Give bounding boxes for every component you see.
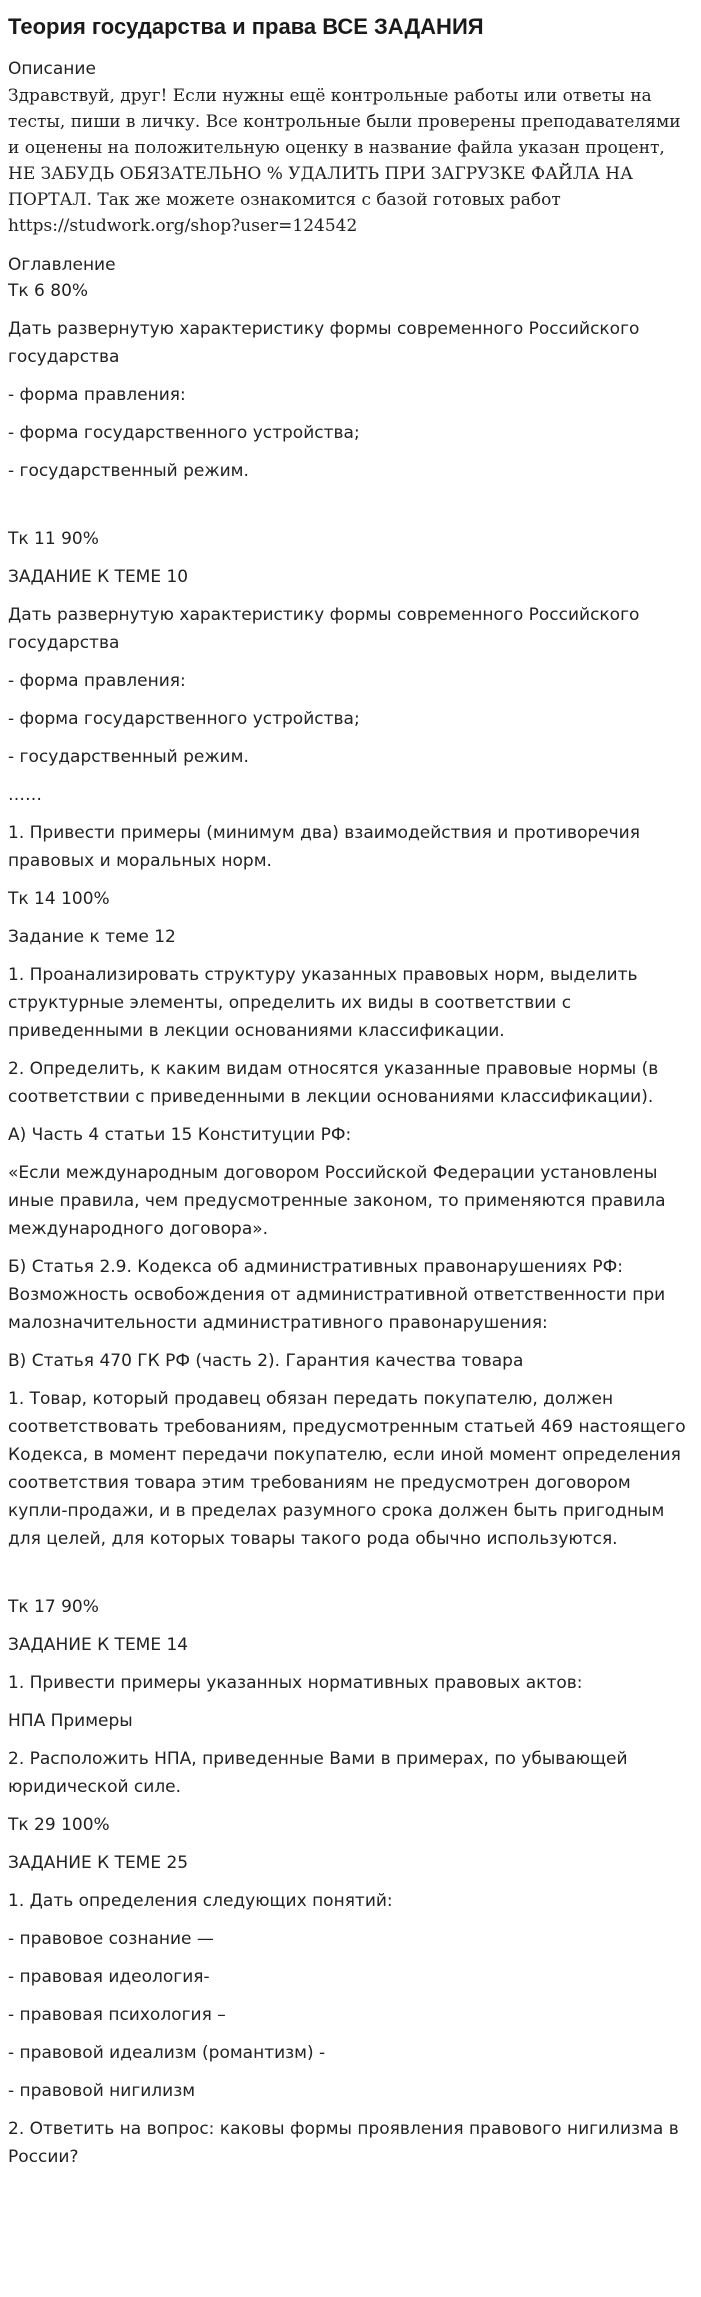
toc-paragraph: 1. Товар, который продавец обязан передать покупателю, должен соответствовать требованиям, предусмотренным статьей 469 настоящего Кодекса, в момент передачи покупателю, если иной момент определения соответствия товара этим требованиям не предусмотрен договором купли-продажи, и в пределах разумного срока должен быть пригодным для целей, для которых товары такого рода обычно используются. [8,1389,686,1549]
toc-paragraph: ЗАДАНИЕ К ТЕМЕ 25 [8,1853,189,1873]
toc-paragraph: - форма правления: [8,385,186,405]
description-text: Здравствуй, друг! Если нужны ещё контрольные работы или ответы на тесты, пиши в личку. Все контрольные были проверены преподавателями и оценены на положительную оценку в название файла указан процент, НЕ ЗАБУДЬ ОБЯЗАТЕЛЬНО % УДАЛИТЬ ПРИ ЗАГРУЗКЕ ФАЙЛА НА ПОРТАЛ. Так же можете ознакомится с базой готовых работ https://studwork.org/shop?user=124542 [8,86,681,236]
toc-paragraph: В) Статья 470 ГК РФ (часть 2). Гарантия качества товара [8,1351,524,1371]
toc-paragraph: 2. Расположить НПА, приведенные Вами в примерах, по убывающей юридической силе. [8,1749,628,1797]
toc-paragraph: Дать развернутую характеристику формы современного Российского государства [8,319,640,367]
toc-paragraph: - форма правления: [8,671,186,691]
toc-paragraph: Тк 29 100% [8,1815,110,1835]
description-label: Описание [8,59,96,79]
toc-paragraph: Тк 11 90% [8,529,99,549]
toc-paragraph: - форма государственного устройства; [8,709,360,729]
toc-paragraph: ЗАДАНИЕ К ТЕМЕ 10 [8,567,189,587]
toc-label: Оглавление [8,255,116,275]
toc-paragraph: …… [8,785,42,805]
toc-paragraph: - государственный режим. [8,747,249,767]
toc-paragraph: Дать развернутую характеристику формы современного Российского государства [8,605,640,653]
toc-paragraph: - правовая идеология- [8,1967,210,1987]
toc-paragraph: 1. Проанализировать структуру указанных правовых норм, выделить структурные элементы, определить их виды в соответствии с приведенными в лекции основаниями классификации. [8,965,638,1041]
toc-paragraph: «Если международным договором Российской Федерации установлены иные правила, чем предусмотренные законом, то применяются правила международного договора». [8,1163,666,1239]
toc-paragraph: 2. Ответить на вопрос: каковы формы проявления правового нигилизма в России? [8,2119,679,2167]
table-of-contents [8,277,693,2171]
toc-paragraph: Тк 6 80% [8,281,89,301]
toc-paragraph: Тк 17 90% [8,1597,99,1617]
toc-paragraph: - правовое сознание — [8,1929,214,1949]
toc-paragraph: 1. Привести примеры указанных нормативных правовых актов: [8,1673,583,1693]
toc-paragraph: - государственный режим. [8,461,249,481]
toc-paragraph: А) Часть 4 статьи 15 Конституции РФ: [8,1125,352,1145]
toc-paragraph: Б) Статья 2.9. Кодекса об административных правонарушениях РФ: Возможность освобождения от административной ответственности при малозначительности административного правонарушения: [8,1257,666,1333]
toc-paragraph: Задание к теме 12 [8,927,176,947]
toc-paragraph: - правовая психология – [8,2005,226,2025]
toc-paragraph: 1. Привести примеры (минимум два) взаимодействия и противоречия правовых и моральных норм. [8,823,640,871]
toc-paragraph: 1. Дать определения следующих понятий: [8,1891,393,1911]
toc-paragraph: - правовой нигилизм [8,2081,196,2101]
toc-paragraph: Тк 14 100% [8,889,110,909]
toc-paragraph: - форма государственного устройства; [8,423,360,443]
toc-paragraph: 2. Определить, к каким видам относятся указанные правовые нормы (в соответствии с приведенными в лекции основаниями классификации). [8,1059,659,1107]
toc-paragraph: ЗАДАНИЕ К ТЕМЕ 14 [8,1635,189,1655]
toc-paragraph: - правовой идеализм (романтизм) - [8,2043,326,2063]
page-title: Теория государства и права ВСЕ ЗАДАНИЯ [8,14,484,39]
toc-paragraph: НПА Примеры [8,1711,133,1731]
